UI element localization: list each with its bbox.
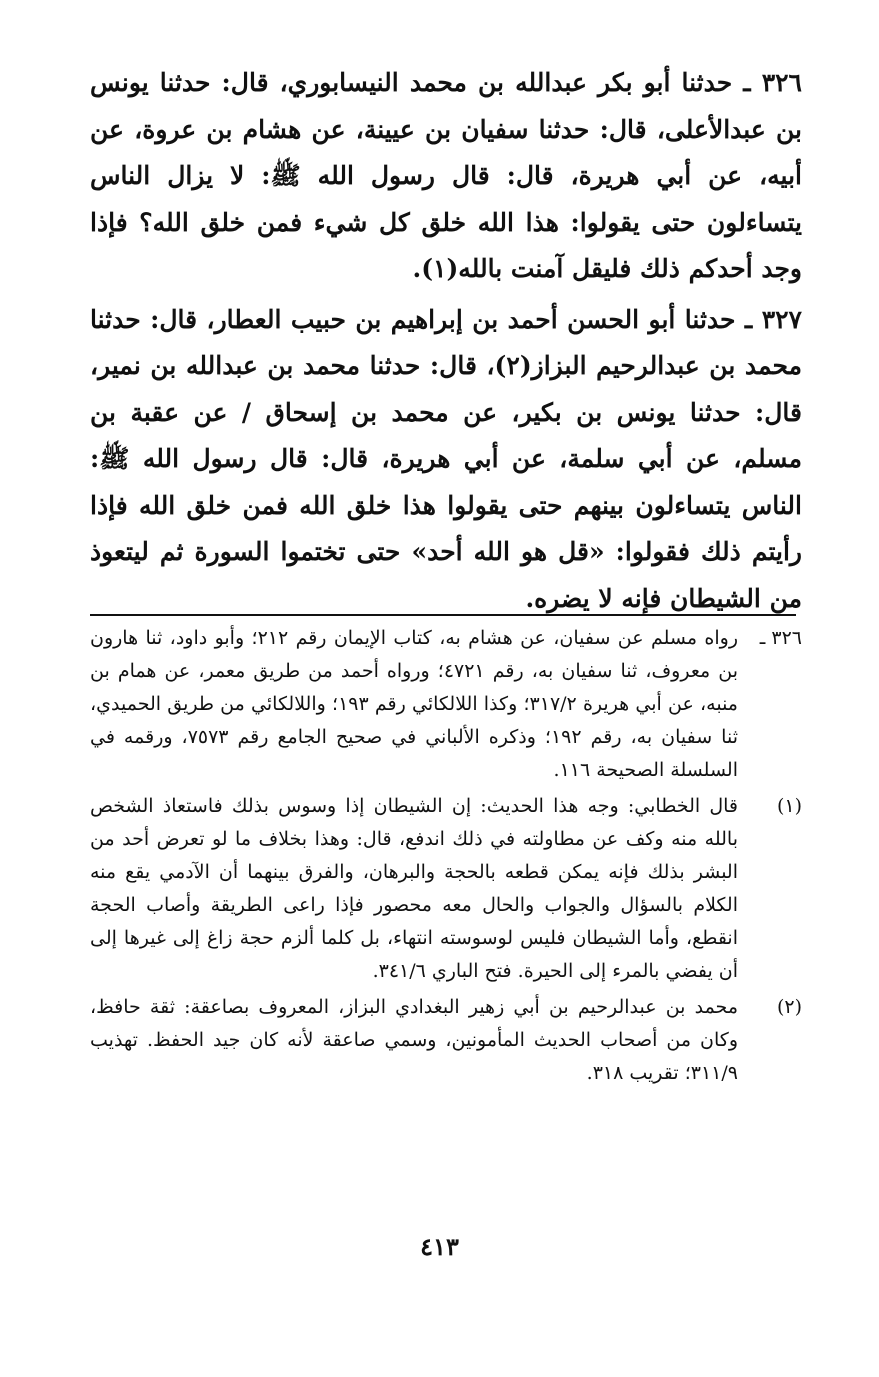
footnote-326 xyxy=(90,622,802,787)
footnote-separator xyxy=(90,614,796,616)
footnote-text: محمد بن عبدالرحيم بن أبي زهير البغدادي البزاز، المعروف بصاعقة: ثقة حافظ، وكان من أصحاب الحديث المأمونين، وسمي صاعقة لأنه كان جيد الحفظ. تهذيب ٣١١/٩؛ تقريب ٣١٨. xyxy=(90,996,738,1084)
footnote-text: رواه مسلم عن سفيان، عن هشام به، كتاب الإيمان رقم ٢١٢؛ وأبو داود، ثنا هارون بن معروف، ثنا سفيان به، رقم ٤٧٢١؛ ورواه أحمد من طريق معمر، عن همام بن منبه، عن أبي هريرة ٣١٧/٢؛ وكذا اللالكائي رقم ١٩٣؛ واللالكائي من طريق الحميدي، ثنا سفيان به، رقم ١٩٢؛ وذكره الألباني في صحيح الجامع رقم ٧٥٧٣، ورقمه في السلسلة الصحيحة ١١٦. xyxy=(90,627,738,781)
hadith-326: ٣٢٦ ـ حدثنا أبو بكر عبدالله بن محمد النيسابوري، قال: حدثنا يونس بن عبدالأعلى، قال: حدثنا سفيان بن عيينة، عن هشام بن عروة، عن أبيه، عن أبي هريرة، قال: قال رسول الله ﷺ: لا يزال الناس يتساءلون حتى يقولوا: هذا الله خلق كل شيء فمن خلق الله؟ فإذا وجد أحدكم ذلك فليقل آمنت بالله(١). xyxy=(90,68,802,283)
footnote-marker: ٣٢٦ ـ xyxy=(759,627,802,649)
footnote-2 xyxy=(90,991,802,1090)
footnote-text: قال الخطابي: وجه هذا الحديث: إن الشيطان إذا وسوس بذلك فاستعاذ الشخص بالله منه وكف عن مطاولته في ذلك اندفع، قال: وهذا بخلاف ما لو تعرض أحد من البشر بذلك فإنه يمكن قطعه بالحجة والبرهان، والفرق بينهما أن الآدمي يقع منه الكلام بالسؤال والجواب والحال معه محصور فإذا راعى الطريقة وأصاب الحجة انقطع، وأما الشيطان فليس لوسوسته انتهاء، بل كلما ألزم حجة زاغ إلى غيرها إلى أن يفضي بالمرء إلى الحيرة. فتح الباري ٣٤١/٦. xyxy=(90,795,738,982)
main-text xyxy=(90,60,802,622)
footnote-1 xyxy=(90,790,802,988)
hadith-327: ٣٢٧ ـ حدثنا أبو الحسن أحمد بن إبراهيم بن حبيب العطار، قال: حدثنا محمد بن عبدالرحيم البزاز(٢)، قال: حدثنا محمد بن عبدالله بن نمير، قال: حدثنا يونس بن بكير، عن محمد بن إسحاق / عن عقبة بن مسلم، عن أبي سلمة، عن أبي هريرة، قال: قال رسول الله ﷺ: الناس يتساءلون بينهم حتى يقولوا هذا خلق الله فمن خلق الله فإذا رأيتم ذلك فقولوا: «قل هو الله أحد» حتى تختموا السورة ثم ليتعوذ من الشيطان فإنه لا يضره. xyxy=(90,304,802,613)
page-number: ٤١٣ xyxy=(420,1232,459,1261)
footnotes xyxy=(90,622,802,1090)
footnote-marker: (٢) xyxy=(776,996,802,1018)
footnote-marker: (١) xyxy=(776,795,802,817)
